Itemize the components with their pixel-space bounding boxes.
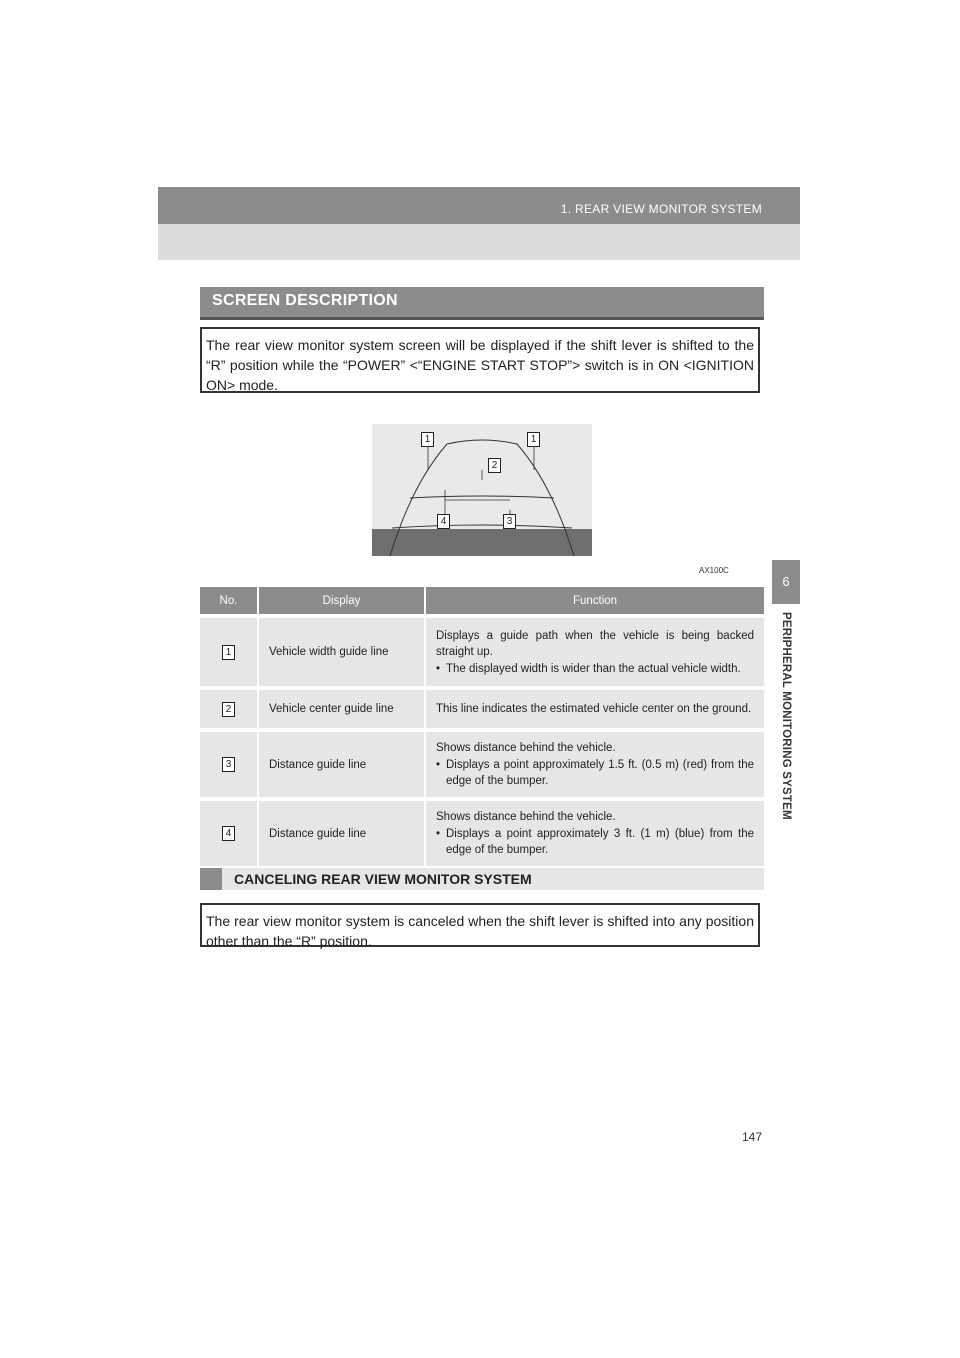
header-sub-band	[158, 224, 800, 260]
row-number: 2	[222, 702, 235, 717]
row-display: Vehicle width guide line	[258, 616, 425, 688]
function-text: This line indicates the estimated vehicle center on the ground.	[436, 703, 752, 715]
section-heading-screen-description	[200, 287, 764, 317]
section-heading-canceling	[200, 868, 764, 890]
chapter-title: PERIPHERAL MONITORING SYSTEM	[780, 612, 792, 820]
header-title: 1. REAR VIEW MONITOR SYSTEM	[560, 202, 762, 216]
chapter-side-label	[774, 612, 798, 852]
function-bullet: Displays a point approximately 3 ft. (1 m) (blue) from the edge of the bumper.	[446, 828, 754, 856]
row-function	[425, 688, 764, 730]
figure-code: AX100C	[699, 566, 729, 575]
table-header-display: Display	[258, 587, 425, 616]
callout-1-left: 1	[421, 432, 434, 447]
section-title: CANCELING REAR VIEW MONITOR SYSTEM	[234, 871, 532, 887]
function-bullet: Displays a point approximately 1.5 ft. (0.5 m) (red) from the edge of the bumper.	[446, 759, 754, 787]
function-bullet: The displayed width is wider than the actual vehicle width.	[446, 662, 741, 675]
section-title: SCREEN DESCRIPTION	[212, 292, 398, 309]
chapter-number-tab: 6	[772, 560, 800, 604]
page-number: 147	[742, 1130, 763, 1144]
table-header-no: No.	[200, 587, 258, 616]
callout-3: 3	[503, 514, 516, 529]
table-header-function: Function	[425, 587, 764, 616]
function-text: Shows distance behind the vehicle.	[436, 742, 616, 754]
function-text: Shows distance behind the vehicle.	[436, 811, 616, 823]
bullet-icon: •	[436, 662, 441, 675]
row-display: Vehicle center guide line	[258, 688, 425, 730]
bullet-icon: •	[436, 828, 441, 840]
callout-4: 4	[437, 514, 450, 529]
table-row	[200, 730, 764, 799]
rear-view-monitor-figure	[372, 424, 592, 556]
callout-2: 2	[488, 458, 501, 473]
row-function	[425, 616, 764, 688]
guide-line-table	[200, 587, 764, 866]
row-display: Distance guide line	[258, 730, 425, 799]
row-display: Distance guide line	[258, 799, 425, 866]
heading-marker	[200, 868, 222, 890]
table-row	[200, 688, 764, 730]
row-number: 3	[222, 757, 235, 772]
callout-1-right: 1	[527, 432, 540, 447]
screen-description-text: The rear view monitor system screen will be displayed if the shift lever is shifted to the “R” position while the “POWER” <“ENGINE START STOP”> switch is in ON <IGNITION ON> mode.	[200, 327, 760, 393]
row-number: 1	[222, 645, 235, 660]
row-number: 4	[222, 826, 235, 841]
table-row	[200, 799, 764, 866]
header-bar	[158, 187, 800, 224]
bullet-icon: •	[436, 759, 441, 771]
function-text: Displays a guide path when the vehicle is being backed straight up.	[436, 629, 754, 658]
canceling-text: The rear view monitor system is canceled when the shift lever is shifted into any position other than the “R” position.	[200, 903, 760, 947]
row-function	[425, 799, 764, 866]
row-function	[425, 730, 764, 799]
table-row	[200, 616, 764, 688]
